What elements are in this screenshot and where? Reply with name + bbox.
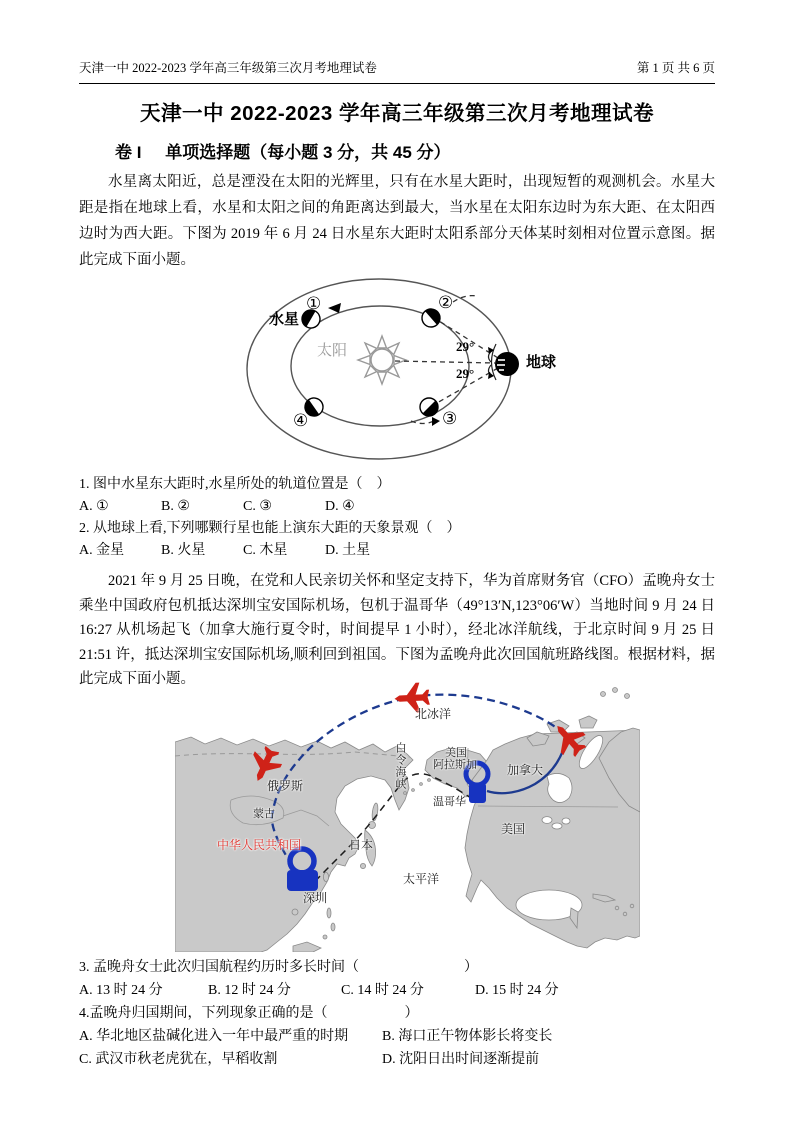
arctic-island: [579, 716, 597, 728]
solar-system-figure: [243, 274, 583, 471]
bering-strait-label: 白令海峡: [394, 741, 406, 790]
section-label: 卷 I: [115, 143, 142, 162]
option-b: B. 12 时 24 分: [208, 982, 291, 998]
alaska-label-line2: 阿拉斯加: [433, 758, 477, 771]
aleutian-island: [420, 782, 423, 785]
question-2-text: 2. 从地球上看,下列哪颗行星也能上演东大距的天象景观（ ）: [79, 521, 461, 536]
caribbean-island: [615, 906, 619, 910]
arctic-island: [625, 693, 630, 698]
question-3: [79, 956, 715, 1002]
header-left-text: 天津一中 2022-2023 学年高三年级第三次月考地理试卷: [79, 61, 377, 75]
page-title: 天津一中 2022-2023 学年高三年级第三次月考地理试卷: [140, 102, 654, 125]
option-d: D. ④: [325, 499, 355, 514]
option-b: B. 火星: [161, 543, 206, 558]
aleutian-island: [412, 788, 415, 791]
position-4-marker: ④: [293, 411, 309, 430]
philippines-island: [323, 935, 327, 939]
alaska-label-line1: 美国: [445, 746, 467, 759]
caribbean-island: [623, 912, 627, 916]
option-d: D. 15 时 24 分: [475, 982, 559, 998]
question-2-options: [79, 540, 715, 562]
sun-label: 太阳: [317, 343, 348, 359]
option-d: D. 沈阳日出时间逐渐提前: [382, 1051, 540, 1067]
option-a: A. 13 时 24 分: [79, 982, 163, 998]
great-lake: [542, 816, 552, 823]
question-3-text: 3. 孟晚舟女士此次归国航程约历时多长时间（ ）: [79, 959, 478, 975]
sun-icon: [358, 336, 406, 384]
question-2: [79, 518, 715, 562]
option-c: C. 14 时 24 分: [341, 982, 424, 998]
arctic-island: [613, 687, 618, 692]
header-page-number: 第 1 页 共 6 页: [636, 61, 715, 75]
option-b: B. 海口正午物体影长将变长: [382, 1028, 553, 1044]
question-1-text: 1. 图中水星东大距时,水星所处的轨道位置是（ ）: [79, 477, 391, 492]
elongation-angle-bottom: 29°: [456, 366, 475, 381]
pacific-ocean-label: 太平洋: [403, 871, 440, 886]
flight-route-map: [175, 680, 640, 952]
hainan-island: [292, 909, 298, 915]
question-1-options: [79, 496, 715, 518]
mercury-label: 水星: [269, 312, 300, 328]
sun-earth-line: [395, 361, 495, 363]
flight-route-map-figure: [175, 680, 640, 952]
option-c: C. 木星: [243, 543, 288, 558]
position-3-marker: ③: [442, 409, 458, 428]
caribbean-island: [630, 904, 634, 908]
position-2-marker: ②: [438, 293, 454, 312]
philippines-island: [331, 923, 335, 931]
section-heading-text: 单项选择题（每小题 3 分，共 45 分）: [165, 143, 451, 162]
passage-mercury: 水星离太阳近，总是湮没在太阳的光辉里，只有在水星大距时，出现短暂的观测机会。水星大距是指在地球上看，水星和太阳之间的角距离达到最大，当水星在太阳东边时为东大距、在太阳西边时为西大距。下图为 2019 年 6 月 24 日水星东大距时太阳系部分天体某时刻相对位置示意图。据此完成下面小题。: [79, 174, 715, 268]
section-heading: [115, 138, 715, 163]
elongation-angle-top: 29°: [456, 339, 475, 354]
option-c: C. 武汉市秋老虎犹在，早稻收割: [79, 1051, 278, 1067]
russia-label: 俄罗斯: [267, 778, 304, 793]
option-a: A. 金星: [79, 543, 125, 558]
usa-label: 美国: [501, 821, 526, 836]
philippines-island: [327, 908, 331, 918]
aleutian-island: [404, 791, 407, 794]
aleutian-island: [428, 778, 431, 781]
shenzhen-label: 深圳: [303, 890, 328, 905]
question-4-text: 4.孟晚舟归国期间，下列现象正确的是（ ）: [79, 1005, 419, 1021]
option-b: B. ②: [161, 499, 190, 514]
pos3-arrow: [432, 417, 440, 426]
borneo-island: [293, 942, 321, 952]
great-lake: [552, 823, 562, 829]
great-lake: [562, 818, 570, 824]
question-3-options: [79, 979, 715, 1002]
vancouver-label: 温哥华: [433, 795, 466, 808]
passage-meng-wanzhou: 2021 年 9 月 25 日晚，在党和人民亲切关怀和坚定支持下，华为首席财务官（CFO）孟晚舟女士乘坐中国政府包机抵达深圳宝安国际机场，包机于温哥华（49°13′N,123°06′W）当地时间 9 月 24 日 16:27 从机场起飞（加拿大施行夏令时，时间提早 1 小时），经北冰洋航线，于北京时间 9 月 25 日 21:51 许，抵达深圳宝安国际机场,顺利回到祖国。下图为孟晚舟此次回国航班路线图。根据材料，据此完成下面小题。: [79, 573, 719, 687]
mongolia-label: 蒙古: [253, 807, 275, 820]
option-a: A. 华北地区盐碱化进入一年中最严重的时期: [79, 1028, 349, 1044]
position-1-marker: ①: [306, 294, 322, 313]
canada-label: 加拿大: [507, 762, 544, 777]
orbit-direction-arrow: [328, 303, 341, 313]
earth-dot: [495, 352, 519, 376]
option-c: C. ③: [243, 499, 272, 514]
arctic-ocean-label: 北冰洋: [415, 706, 452, 721]
earth-label: 地球: [526, 355, 557, 371]
arctic-island: [601, 691, 606, 696]
question-1: [79, 474, 715, 518]
japan-label: 日本: [349, 837, 374, 852]
sakhalin-island: [371, 802, 379, 821]
question-4-options: [79, 1025, 715, 1071]
kyushu-island: [360, 863, 365, 868]
question-4: [79, 1002, 715, 1071]
solar-system-diagram: [243, 274, 583, 471]
taiwan-island: [323, 872, 328, 881]
option-a: A. ①: [79, 499, 109, 514]
page-header: [79, 58, 715, 84]
option-d: D. 土星: [325, 543, 371, 558]
china-label: 中华人民共和国: [217, 837, 302, 852]
mercury-pos3-dot: [416, 394, 441, 419]
